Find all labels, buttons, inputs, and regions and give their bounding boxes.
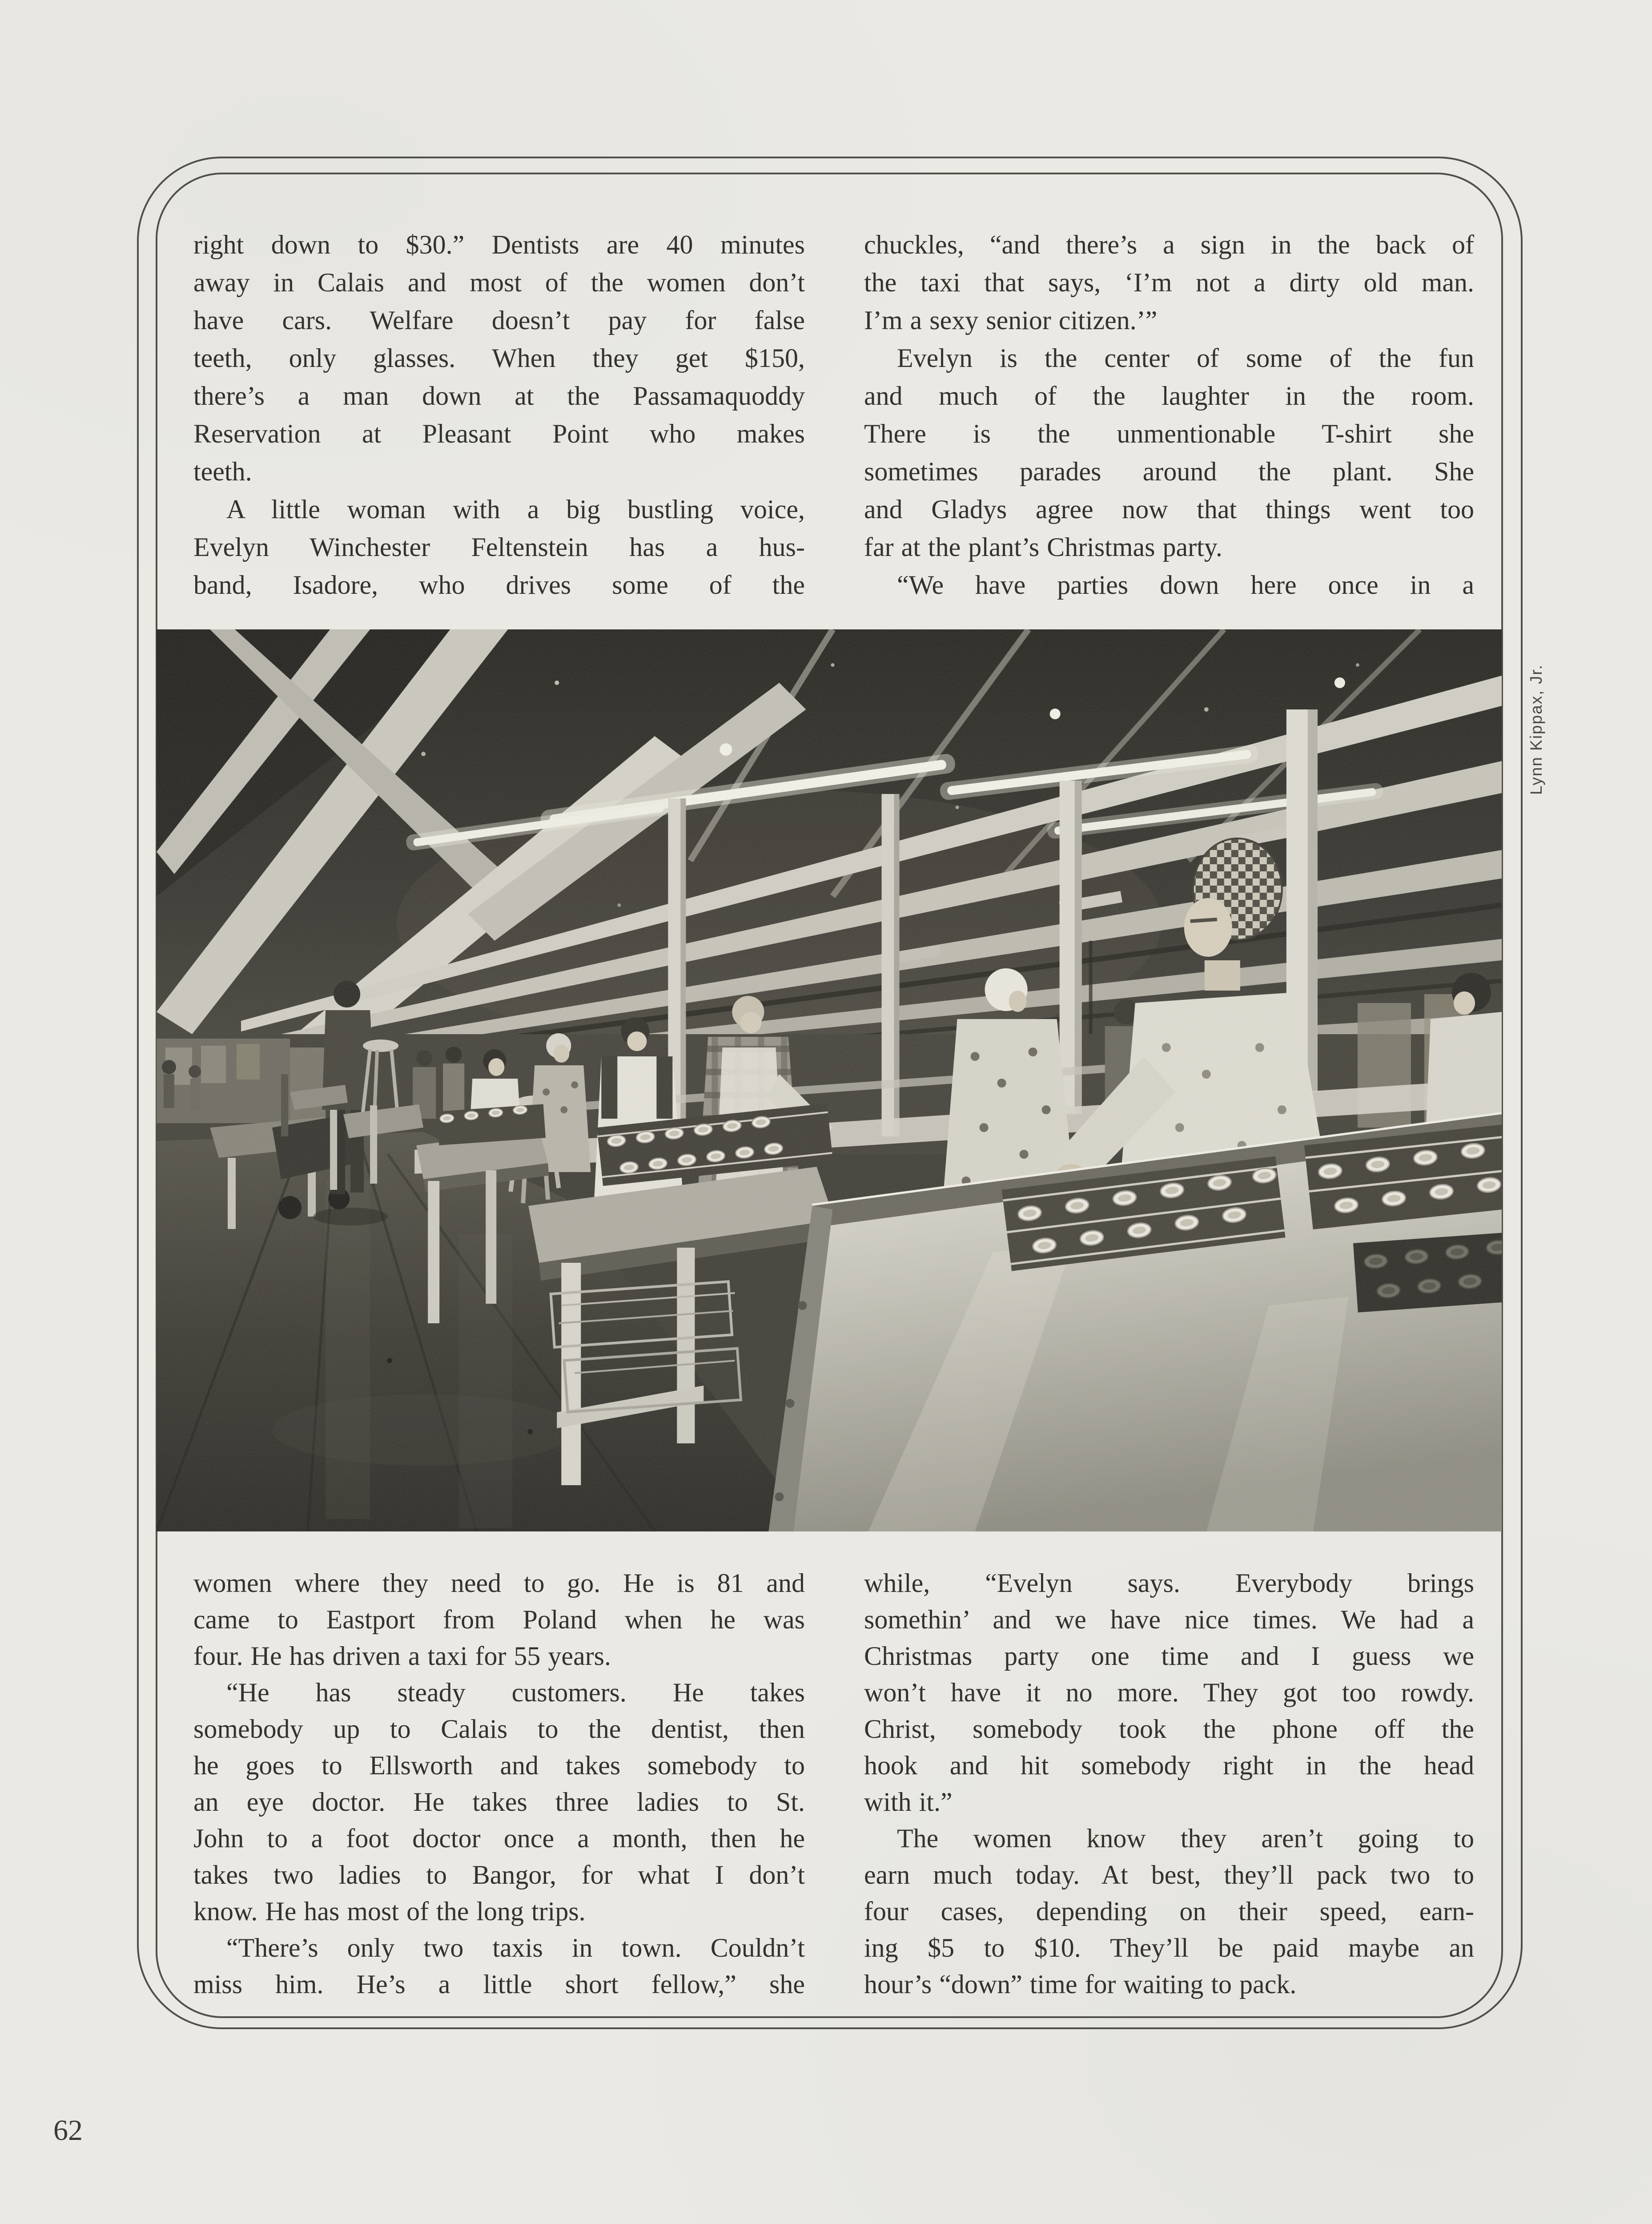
- article-column-bottom-right: [864, 1565, 1474, 2002]
- text-line: takes two ladies to Bangor, for what I don’t: [193, 1860, 805, 1890]
- text-line: miss him. He’s a little short fellow,” she: [193, 1970, 805, 1999]
- page-number: 62: [53, 2114, 83, 2147]
- text-line: A little woman with a big bustling voice,: [226, 495, 805, 524]
- text-line: Christ, somebody took the phone off the: [864, 1714, 1474, 1744]
- article-column-bottom-left: [193, 1565, 805, 2002]
- text-line: four. He has driven a taxi for 55 years.: [193, 1641, 611, 1671]
- text-line: women where they need to go. He is 81 and: [193, 1568, 805, 1598]
- halftone-grain: [157, 629, 1502, 1531]
- cannery-photo: [157, 629, 1502, 1531]
- text-line: earn much today. At best, they’ll pack two to: [864, 1860, 1474, 1890]
- text-line: an eye doctor. He takes three ladies to St.: [193, 1787, 805, 1817]
- text-line: have cars. Welfare doesn’t pay for false: [193, 306, 805, 335]
- text-line: The women know they aren’t going to: [897, 1824, 1474, 1853]
- text-line: somethin’ and we have nice times. We had a: [864, 1605, 1474, 1634]
- article-column-top-left: [193, 226, 805, 604]
- text-line: and Gladys agree now that things went too: [864, 495, 1474, 524]
- text-line: four cases, depending on their speed, earn-: [864, 1897, 1474, 1926]
- text-line: away in Calais and most of the women don’t: [193, 268, 805, 297]
- text-line: “He has steady customers. He takes: [226, 1678, 805, 1707]
- text-line: I’m a sexy senior citizen.’”: [864, 306, 1158, 335]
- text-line: chuckles, “and there’s a sign in the back of: [864, 230, 1474, 259]
- photo-credit: Lynn Kippax, Jr.: [1527, 664, 1545, 795]
- text-line: There is the unmentionable T-shirt she: [864, 419, 1474, 448]
- text-line: the taxi that says, ‘I’m not a dirty old man.: [864, 268, 1474, 297]
- text-line: Reservation at Pleasant Point who makes: [193, 419, 805, 448]
- text-line: with it.”: [864, 1787, 953, 1817]
- text-line: hook and hit somebody right in the head: [864, 1751, 1474, 1780]
- article-column-top-right: [864, 226, 1474, 604]
- text-line: Evelyn is the center of some of the fun: [897, 343, 1474, 373]
- text-line: won’t have it no more. They got too rowdy.: [864, 1678, 1474, 1707]
- text-line: right down to $30.” Dentists are 40 minutes: [193, 230, 805, 259]
- text-line: he goes to Ellsworth and takes somebody to: [193, 1751, 805, 1780]
- text-line: teeth.: [193, 457, 252, 486]
- text-line: know. He has most of the long trips.: [193, 1897, 586, 1926]
- cannery-photo-illustration: [157, 629, 1502, 1531]
- text-line: hour’s “down” time for waiting to pack.: [864, 1970, 1297, 1999]
- text-line: band, Isadore, who drives some of the: [193, 570, 805, 600]
- text-line: far at the plant’s Christmas party.: [864, 532, 1222, 562]
- text-line: sometimes parades around the plant. She: [864, 457, 1474, 486]
- text-line: “We have parties down here once in a: [897, 570, 1474, 600]
- text-line: Evelyn Winchester Feltenstein has a hus-: [193, 532, 805, 562]
- text-line: John to a foot doctor once a month, then he: [193, 1824, 805, 1853]
- text-line: teeth, only glasses. When they get $150,: [193, 343, 805, 373]
- text-line: while, “Evelyn says. Everybody brings: [864, 1568, 1474, 1598]
- text-line: “There’s only two taxis in town. Couldn’t: [226, 1933, 805, 1962]
- text-line: came to Eastport from Poland when he was: [193, 1605, 805, 1634]
- text-line: Christmas party one time and I guess we: [864, 1641, 1474, 1671]
- text-line: and much of the laughter in the room.: [864, 381, 1474, 411]
- text-line: there’s a man down at the Passamaquoddy: [193, 381, 805, 411]
- text-line: somebody up to Calais to the dentist, then: [193, 1714, 805, 1744]
- text-line: ing $5 to $10. They’ll be paid maybe an: [864, 1933, 1474, 1962]
